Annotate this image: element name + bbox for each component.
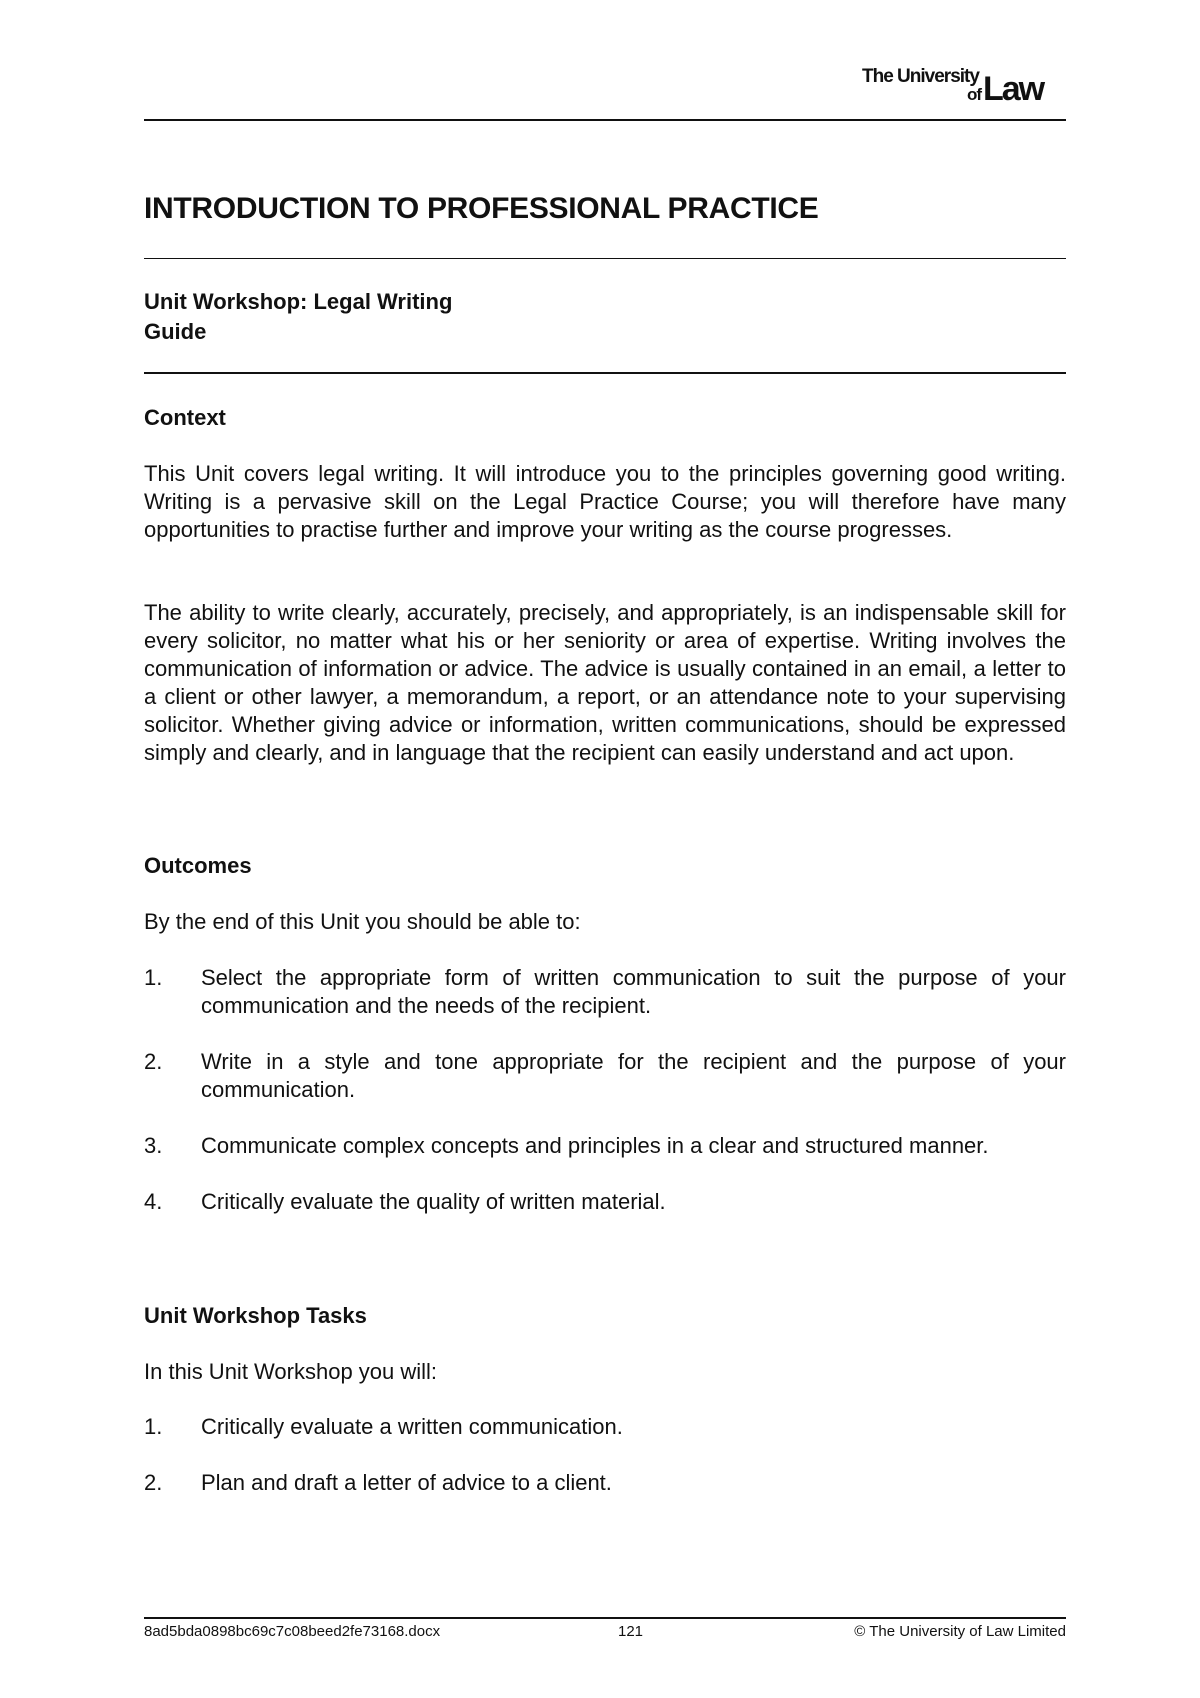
header-rule <box>144 119 1066 121</box>
logo-text-of: of <box>967 85 982 104</box>
list-item <box>144 964 1066 1020</box>
list-item-text: Critically evaluate the quality of written material. <box>201 1189 666 1214</box>
list-item-number: 1. <box>144 965 163 990</box>
logo-text-the-university: The University <box>862 66 979 87</box>
list-item-number: 2. <box>144 1049 163 1074</box>
list-item-text: Write in a style and tone appropriate for the recipient and the purpose of your communication. <box>201 1049 1066 1102</box>
document-subtitle <box>144 287 452 347</box>
footer-page-number: 121 <box>618 1623 644 1640</box>
subtitle-rule <box>144 372 1066 374</box>
page-footer <box>144 1623 1066 1643</box>
tasks-intro: In this Unit Workshop you will: <box>144 1359 438 1384</box>
document-title: INTRODUCTION TO PROFESSIONAL PRACTICE <box>144 192 819 225</box>
outcomes-intro: By the end of this Unit you should be able to: <box>144 909 581 934</box>
list-item <box>144 1048 1066 1104</box>
context-heading: Context <box>144 405 226 430</box>
list-item <box>144 1413 1066 1441</box>
tasks-list <box>144 1413 1066 1525</box>
tasks-heading: Unit Workshop Tasks <box>144 1303 367 1328</box>
footer-copyright: © The University of Law Limited <box>854 1623 1066 1640</box>
list-item-number: 2. <box>144 1470 163 1495</box>
footer-filename: 8ad5bda0898bc69c7c08beed2fe73168.docx <box>144 1623 441 1640</box>
list-item <box>144 1188 1066 1216</box>
list-item <box>144 1132 1066 1160</box>
list-item-number: 1. <box>144 1414 163 1439</box>
subtitle-line-2: Guide <box>144 319 207 344</box>
list-item-text: Critically evaluate a written communication. <box>201 1414 623 1439</box>
list-item-number: 4. <box>144 1189 163 1214</box>
outcomes-heading: Outcomes <box>144 853 252 878</box>
logo-text-law: Law <box>983 70 1044 108</box>
list-item <box>144 1469 1066 1497</box>
outcomes-list <box>144 964 1066 1244</box>
footer-rule <box>144 1617 1066 1619</box>
title-rule <box>144 258 1066 259</box>
list-item-number: 3. <box>144 1133 163 1158</box>
subtitle-line-1: Unit Workshop: Legal Writing <box>144 289 453 314</box>
list-item-text: Communicate complex concepts and principles in a clear and structured manner. <box>201 1133 989 1158</box>
context-paragraph-2: The ability to write clearly, accurately, precisely, and appropriately, is an indispensable skill for every solicitor, no matter what his or her seniority or area of expertise. Writing involves the communication of information or advice. The advice is usually contained in an email, a letter to a client or other lawyer, a memorandum, a report, or an attendance note to your supervising solicitor. Whether giving advice or information, written communications, should be expressed simply and clearly, and in language that the recipient can easily understand and act upon. <box>144 600 1066 765</box>
list-item-text: Plan and draft a letter of advice to a client. <box>201 1470 612 1495</box>
context-paragraph-1: This Unit covers legal writing. It will introduce you to the principles governing good writing. Writing is a pervasive skill on the Legal Practice Course; you will therefore have many opportunities to practise further and improve your writing as the course progresses. <box>144 461 1066 542</box>
university-of-law-logo <box>855 66 1067 106</box>
list-item-text: Select the appropriate form of written communication to suit the purpose of your communication and the needs of the recipient. <box>201 965 1066 1018</box>
